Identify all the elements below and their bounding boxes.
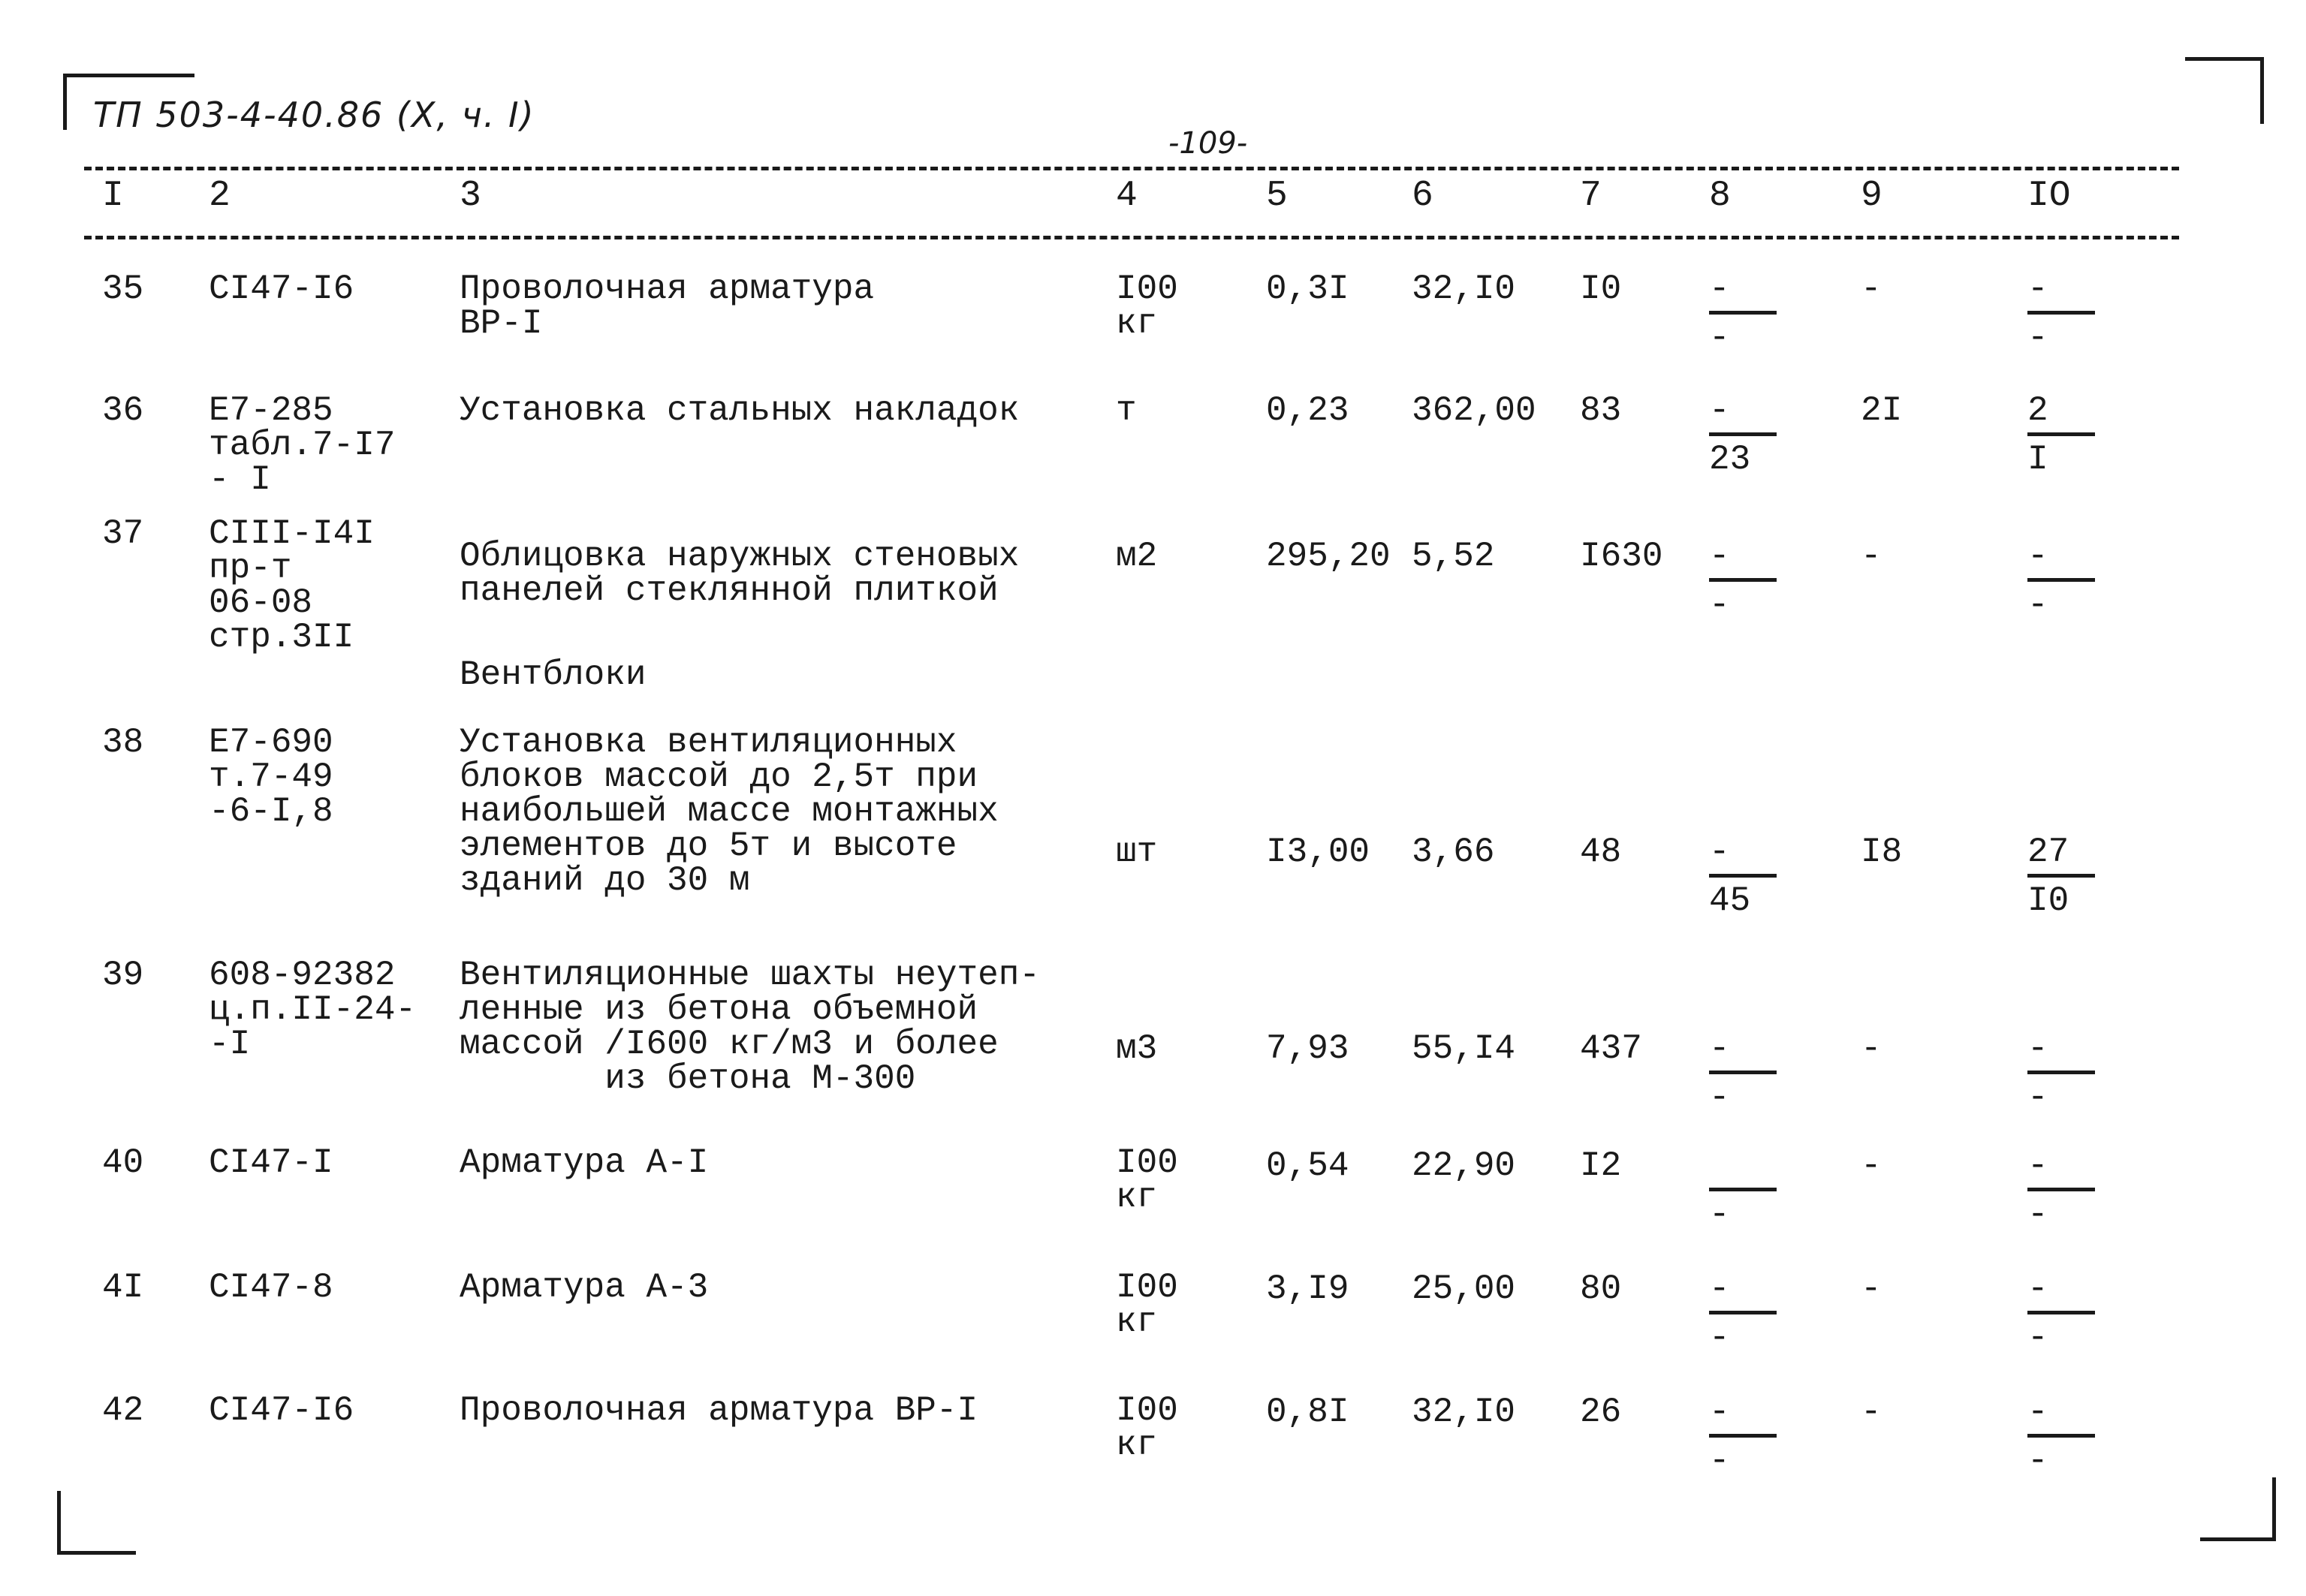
row-col9: - [1861, 1029, 1882, 1068]
fraction-numerator: 2 [2027, 391, 2048, 430]
row-code: CI47-I6 [209, 1391, 354, 1430]
column-header: 9 [1861, 176, 1882, 216]
row-price: 362,00 [1412, 391, 1536, 430]
row-number: 37 [102, 514, 144, 553]
row-number: 38 [102, 723, 144, 762]
row-unit: I00 кг [1116, 1143, 1178, 1217]
fraction-numerator: - [1709, 1029, 1730, 1068]
column-header: 2 [209, 176, 231, 216]
fraction-bar [1709, 1071, 1777, 1074]
fraction-bar [1709, 578, 1777, 582]
fraction-numerator: 27 [2027, 833, 2069, 872]
row-col9: - [1861, 1393, 1882, 1432]
fraction-numerator: - [2027, 1393, 2048, 1432]
fraction-denominator: 23 [1709, 440, 1751, 479]
row-cost: I630 [1580, 537, 1663, 576]
fraction-bar [2027, 1434, 2095, 1438]
row-col9: - [1861, 537, 1882, 576]
row-col9: - [1861, 1269, 1882, 1308]
fraction-bar [1709, 1434, 1777, 1438]
row-unit: I00 кг [1116, 1268, 1178, 1342]
row-name: Вентиляционные шахты неутеп- ленные из бетона объемной массой /I600 кг/м3 и более из бетона М-300 [460, 956, 1040, 1098]
row-col10-fraction [2027, 272, 2100, 355]
fraction-denominator: - [1709, 1318, 1730, 1357]
row-number: 35 [102, 270, 144, 309]
row-unit: I00 кг [1116, 1391, 1178, 1465]
row-col10-fraction [2027, 537, 2100, 625]
row-unit: I00 кг [1116, 270, 1178, 343]
fraction-numerator: - [2027, 1146, 2048, 1185]
row-number: 42 [102, 1391, 144, 1430]
row-col8-fraction [1709, 1149, 1781, 1232]
row-code: CI47-8 [209, 1268, 333, 1307]
page-number: -109- [1168, 126, 1248, 161]
row-cost: I2 [1580, 1146, 1622, 1185]
document-code: ТП 503-4-40.86 (X, ч. I) [93, 95, 535, 135]
row-col8-fraction [1709, 393, 1781, 477]
row-col8-fraction [1709, 1031, 1781, 1115]
row-quantity: 0,3I [1266, 270, 1349, 309]
row-code: E7-690 т.7-49 -6-I,8 [209, 723, 333, 831]
row-col9: I8 [1861, 833, 1903, 872]
row-col8-fraction [1709, 1395, 1781, 1478]
fraction-bar [2027, 1311, 2095, 1314]
row-quantity: I3,00 [1266, 833, 1370, 872]
row-code: CI47-I6 [209, 270, 354, 309]
column-header: 3 [460, 176, 481, 216]
column-header: 4 [1116, 176, 1138, 216]
fraction-denominator: - [2027, 1441, 2048, 1480]
fraction-denominator: - [1709, 1078, 1730, 1117]
row-price: 22,90 [1412, 1146, 1516, 1185]
row-cost: I0 [1580, 270, 1622, 309]
row-unit: шт [1116, 833, 1158, 872]
section-title: Вентблоки [460, 655, 647, 694]
row-number: 4I [102, 1268, 144, 1307]
row-code: CI47-I [209, 1143, 333, 1182]
fraction-denominator: - [2027, 1078, 2048, 1117]
row-col10-fraction [2027, 835, 2100, 918]
row-name: Арматура А-3 [460, 1268, 709, 1307]
row-price: 3,66 [1412, 833, 1495, 872]
row-number: 36 [102, 391, 144, 430]
fraction-denominator: - [2027, 1195, 2048, 1234]
fraction-bar [1709, 1188, 1777, 1191]
row-number: 40 [102, 1143, 144, 1182]
fraction-denominator: - [2027, 318, 2048, 357]
row-price: 25,00 [1412, 1269, 1516, 1308]
corner-mark-top-right [2185, 57, 2264, 124]
fraction-numerator: - [2027, 1029, 2048, 1068]
row-price: 55,I4 [1412, 1029, 1516, 1068]
row-name: Проволочная арматура ВР-I [460, 1391, 978, 1430]
corner-mark-bottom-left [57, 1491, 136, 1555]
row-col9: - [1861, 1146, 1882, 1185]
fraction-denominator: - [2027, 1318, 2048, 1357]
row-number: 39 [102, 956, 144, 995]
row-quantity: 295,20 [1266, 537, 1391, 576]
fraction-numerator: - [1709, 1393, 1730, 1432]
column-header: 6 [1412, 176, 1433, 216]
row-code: E7-285 табл.7-I7 - I [209, 391, 396, 499]
row-col8-fraction [1709, 537, 1781, 625]
row-unit: м2 [1116, 537, 1158, 576]
fraction-numerator: - [1709, 833, 1730, 872]
row-price: 32,I0 [1412, 1393, 1516, 1432]
column-header: 5 [1266, 176, 1288, 216]
row-code: CIII-I4I пр-т 06-08 стр.3II [209, 514, 375, 657]
row-col10-fraction [2027, 1031, 2100, 1115]
fraction-bar [2027, 1188, 2095, 1191]
fraction-denominator: - [1709, 1195, 1730, 1234]
fraction-denominator: I0 [2027, 881, 2069, 920]
row-code: 608-92382 ц.п.II-24- -I [209, 956, 417, 1064]
row-name: Установка стальных накладок [460, 391, 1020, 430]
fraction-bar [2027, 432, 2095, 436]
column-header: IO [2027, 176, 2071, 216]
row-quantity: 0,23 [1266, 391, 1349, 430]
row-col8-fraction [1709, 1269, 1781, 1357]
row-col8-fraction [1709, 835, 1781, 918]
fraction-numerator: - [2027, 1269, 2048, 1308]
row-col10-fraction [2027, 1395, 2100, 1478]
fraction-bar [1709, 432, 1777, 436]
fraction-bar [2027, 311, 2095, 315]
corner-mark-bottom-right [2200, 1477, 2276, 1541]
row-cost: 437 [1580, 1029, 1642, 1068]
fraction-bar [2027, 1071, 2095, 1074]
row-price: 32,I0 [1412, 270, 1516, 309]
fraction-denominator: - [1709, 318, 1730, 357]
fraction-denominator: - [1709, 1441, 1730, 1480]
row-col8-fraction [1709, 272, 1781, 355]
row-name: Арматура А-I [460, 1143, 709, 1182]
row-unit: м3 [1116, 1029, 1158, 1068]
header-divider-bottom [84, 236, 2179, 239]
fraction-bar [2027, 874, 2095, 878]
fraction-denominator: 45 [1709, 881, 1751, 920]
row-name: Облицовка наружных стеновых панелей стеклянной плиткой [460, 537, 1020, 610]
row-cost: 83 [1580, 391, 1622, 430]
column-header: 7 [1580, 176, 1602, 216]
row-cost: 80 [1580, 1269, 1622, 1308]
row-col9: - [1861, 270, 1882, 309]
header-divider-top [84, 167, 2179, 170]
fraction-numerator [1709, 1149, 1781, 1183]
row-quantity: 3,I9 [1266, 1269, 1349, 1308]
row-col10-fraction [2027, 1146, 2100, 1234]
row-quantity: 0,54 [1266, 1146, 1349, 1185]
column-header: I [102, 176, 124, 216]
row-col10-fraction [2027, 1269, 2100, 1357]
fraction-bar [2027, 578, 2095, 582]
fraction-bar [1709, 311, 1777, 315]
fraction-numerator: - [2027, 270, 2048, 309]
row-cost: 48 [1580, 833, 1622, 872]
fraction-bar [1709, 1311, 1777, 1314]
fraction-numerator: - [1709, 537, 1730, 576]
fraction-bar [1709, 874, 1777, 878]
fraction-denominator: - [1709, 586, 1730, 625]
fraction-numerator: - [2027, 537, 2048, 576]
row-name: Проволочная арматура ВР-I [460, 270, 875, 343]
row-col9: 2I [1861, 391, 1903, 430]
fraction-numerator: - [1709, 270, 1730, 309]
row-col10-fraction [2027, 393, 2100, 477]
row-quantity: 0,8I [1266, 1393, 1349, 1432]
row-unit: т [1116, 391, 1137, 430]
fraction-denominator: - [2027, 586, 2048, 625]
row-cost: 26 [1580, 1393, 1622, 1432]
fraction-numerator: - [1709, 1269, 1730, 1308]
row-name: Установка вентиляционных блоков массой до 2,5т при наибольшей массе монтажных элементов до 5т и высоте зданий до 30 м [460, 723, 999, 900]
fraction-denominator: I [2027, 440, 2048, 479]
fraction-numerator: - [1709, 391, 1730, 430]
row-price: 5,52 [1412, 537, 1495, 576]
row-quantity: 7,93 [1266, 1029, 1349, 1068]
column-header: 8 [1709, 176, 1731, 216]
